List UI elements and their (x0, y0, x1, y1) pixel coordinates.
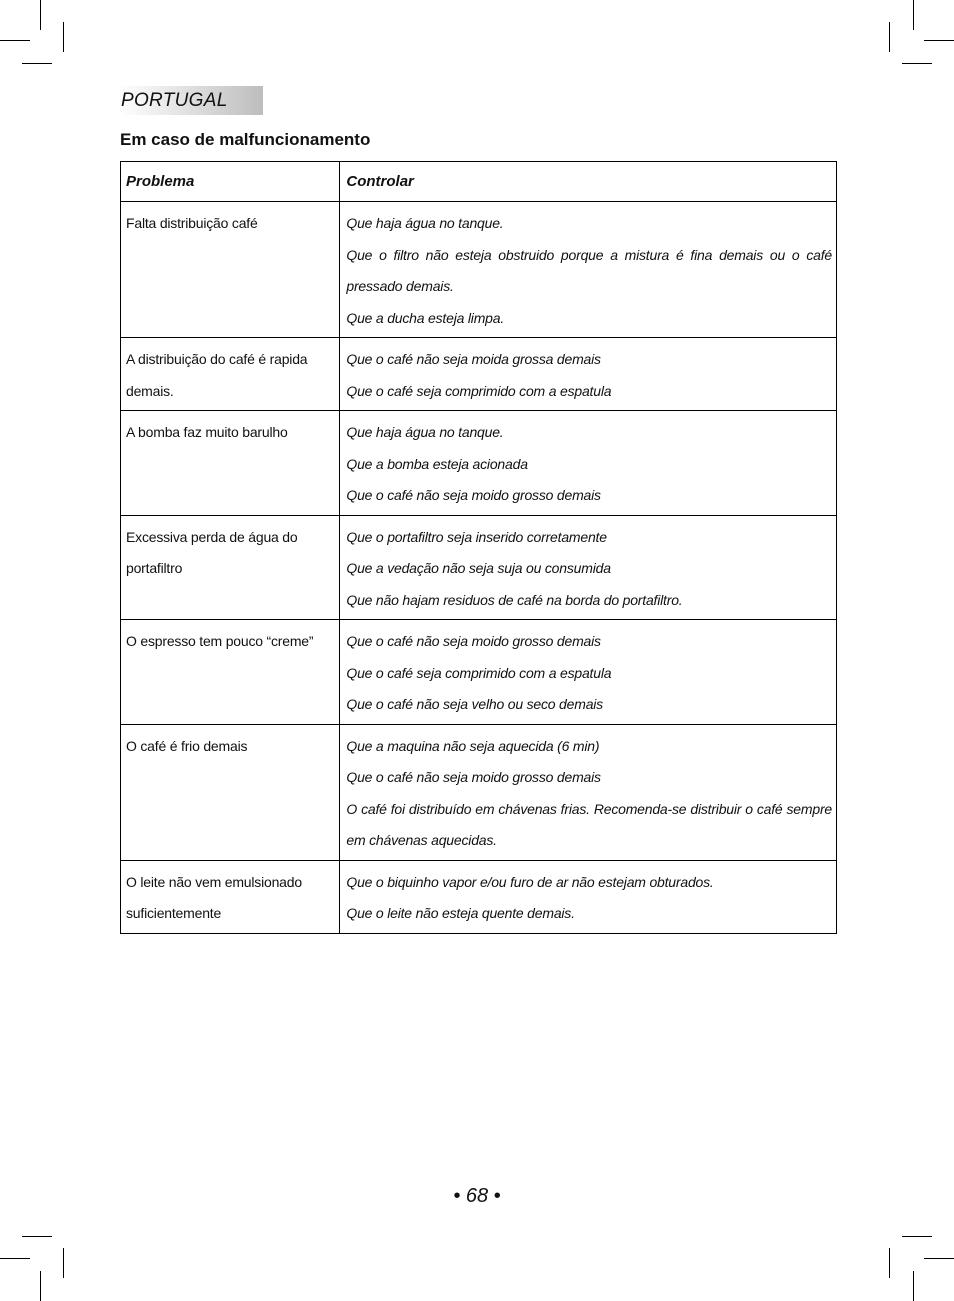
table-row (121, 338, 837, 411)
table-row (121, 202, 837, 338)
check-item: Que o café seja comprimido com a espatula (346, 382, 612, 399)
crop-mark (902, 63, 932, 64)
table-header-row (121, 162, 837, 202)
check-item: Que haja água no tanque. (346, 215, 504, 231)
check-item: Que a maquina não seja aquecida (6 min) (346, 737, 600, 754)
crop-mark (63, 22, 64, 52)
problem-cell: A distribuição do café é rapida demais. (121, 338, 340, 411)
crop-mark (924, 1258, 954, 1259)
check-item: Que o café não seja moido grosso demais (346, 769, 601, 785)
check-item: Que haja água no tanque. (346, 424, 504, 440)
crop-mark (889, 22, 890, 52)
problem-cell: Excessiva perda de água do portafiltro (121, 515, 340, 620)
table-row (121, 515, 837, 620)
table-row (121, 411, 837, 516)
problem-cell: O café é frio demais (121, 724, 340, 860)
check-item: Que o leite não esteja quente demais. (346, 905, 575, 921)
check-item: Que o café não seja moido grosso demais (346, 487, 601, 503)
check-item: Que o portafiltro seja inserido corretamente (346, 528, 607, 545)
crop-mark (924, 40, 954, 41)
check-item: Que a vedação não seja suja ou consumida (346, 560, 611, 576)
check-item: Que não hajam residuos de café na borda do portafiltro. (346, 591, 683, 608)
check-cell (340, 411, 837, 516)
troubleshooting-table (120, 161, 837, 934)
language-label: PORTUGAL (121, 90, 228, 111)
problem-cell: O espresso tem pouco “creme” (121, 620, 340, 725)
column-header-problem: Problema (121, 162, 340, 202)
crop-mark (0, 40, 30, 41)
problem-cell: O leite não vem emulsionado suficientemente (121, 860, 340, 933)
crop-mark (889, 1248, 890, 1278)
check-item: Que o café não seja moido grosso demais (346, 633, 601, 649)
check-cell (340, 860, 837, 933)
check-item: Que o filtro não esteja obstruido porque a mistura é fina demais ou o café pressado demais. (346, 246, 832, 294)
check-item: Que o café não seja moida grossa demais (346, 351, 601, 367)
page-number: • 68 • (453, 1185, 501, 1207)
check-item: Que o biquinho vapor e/ou furo de ar não estejam obturados. (346, 873, 714, 890)
check-item: Que a ducha esteja limpa. (346, 309, 505, 326)
table-row (121, 620, 837, 725)
crop-mark (40, 1271, 41, 1301)
check-item: Que o café seja comprimido com a espatula (346, 664, 612, 681)
crop-mark (22, 63, 52, 64)
check-item: O café foi distribuído em chávenas frias. Recomenda-se distribuir o café sempre em chávenas aquecidas. (346, 800, 832, 848)
crop-mark (913, 1271, 914, 1301)
problem-cell: Falta distribuição café (121, 202, 340, 338)
check-item: Que a bomba esteja acionada (346, 455, 528, 472)
crop-mark (40, 0, 41, 30)
table-row (121, 860, 837, 933)
check-cell (340, 724, 837, 860)
crop-mark (902, 1236, 932, 1237)
check-cell (340, 515, 837, 620)
check-cell (340, 202, 837, 338)
crop-mark (913, 0, 914, 30)
check-cell (340, 620, 837, 725)
section-title: Em caso de malfuncionamento (120, 130, 371, 149)
crop-mark (22, 1236, 52, 1237)
crop-mark (63, 1248, 64, 1278)
table-row (121, 724, 837, 860)
column-header-check: Controlar (340, 162, 837, 202)
crop-mark (0, 1258, 30, 1259)
language-tab (118, 86, 263, 115)
problem-cell: A bomba faz muito barulho (121, 411, 340, 516)
check-item: Que o café não seja velho ou seco demais (346, 696, 603, 712)
check-cell (340, 338, 837, 411)
